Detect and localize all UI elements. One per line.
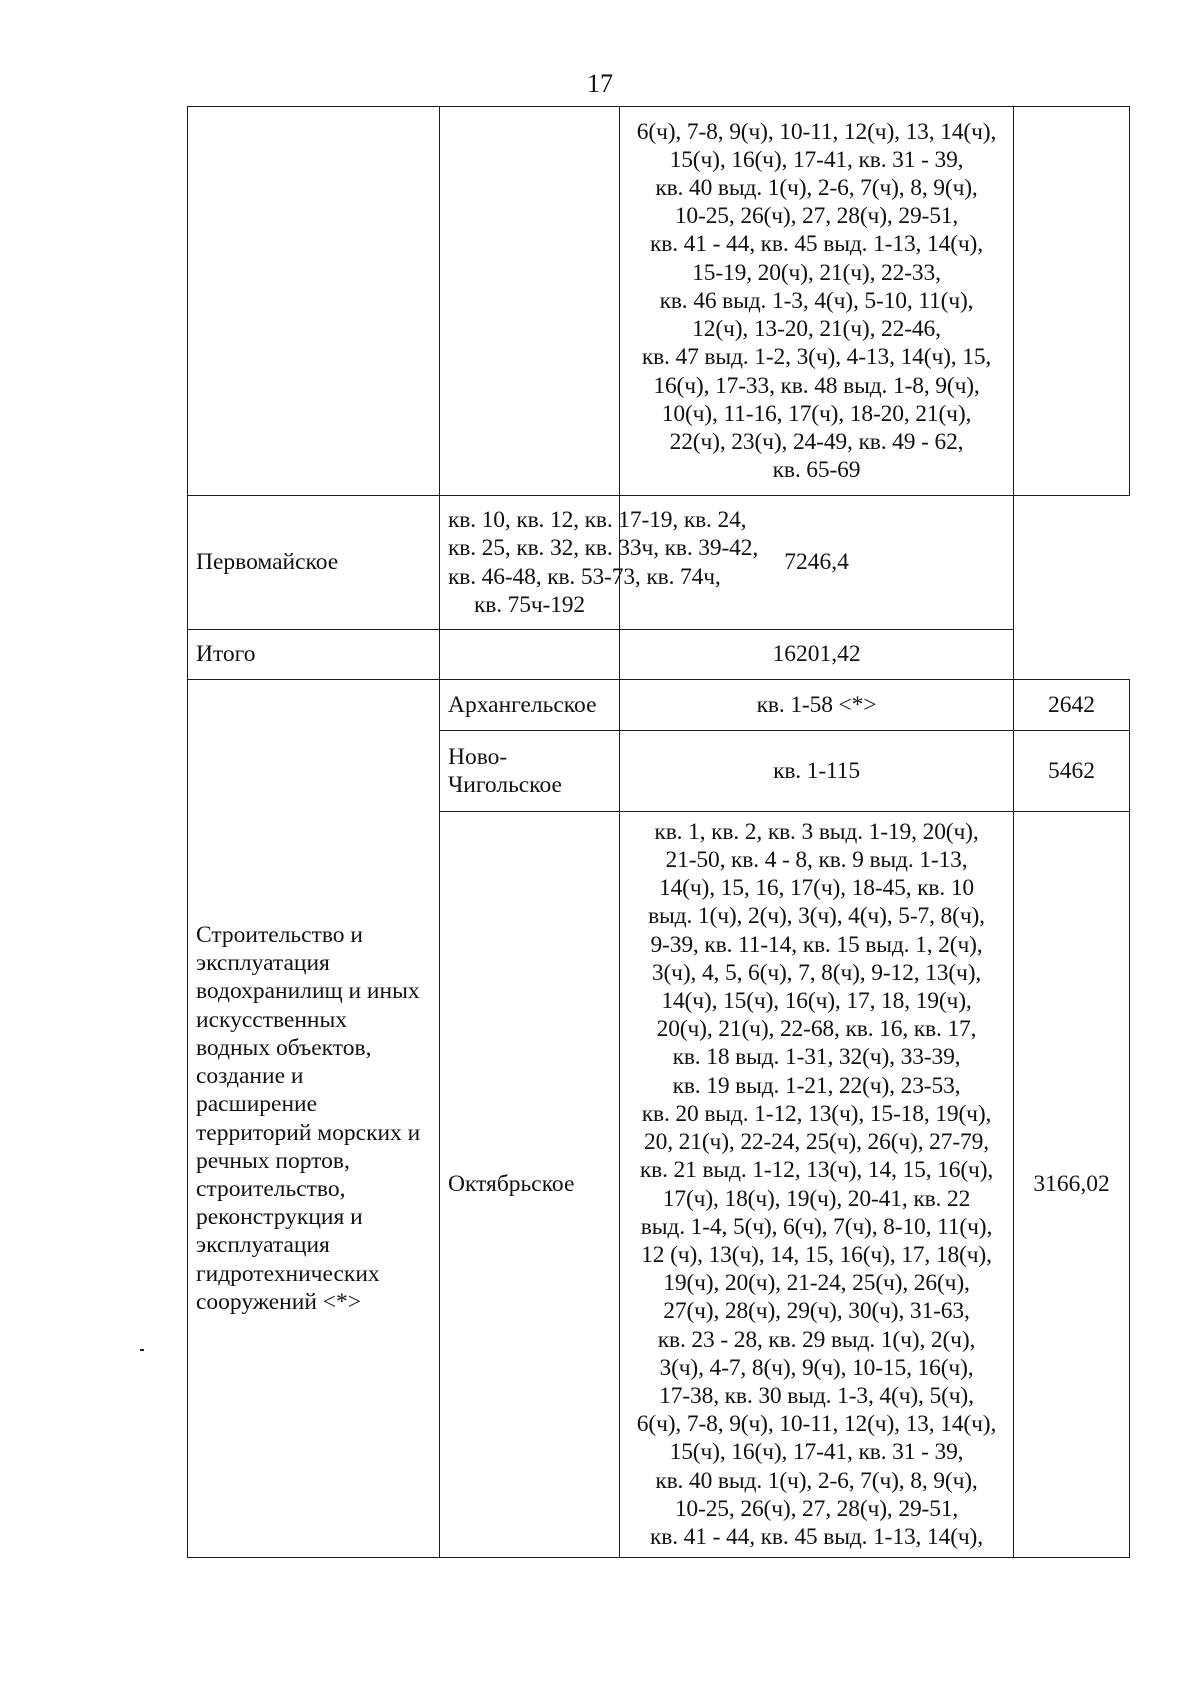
- text-line: гидротехнических: [196, 1260, 380, 1287]
- text-line: 22(ч), 23(ч), 24-49, кв. 49 - 62,: [669, 428, 964, 455]
- text-line: кв. 18 выд. 1-31, 32(ч), 33-39,: [672, 1044, 961, 1071]
- district-cell-arkhangelskoe: Архангельское: [440, 680, 620, 731]
- text-line: 10-25, 26(ч), 27, 28(ч), 29-51,: [674, 1495, 959, 1522]
- text-line: кв. 46-48, кв. 53-73, кв. 74ч,: [448, 563, 721, 590]
- text-line: 14(ч), 15, 16, 17(ч), 18-45, кв. 10: [658, 875, 975, 902]
- quarters-cell-pervomayskoe: [440, 496, 759, 630]
- text-line: 3(ч), 4-7, 8(ч), 9(ч), 10-15, 16(ч),: [659, 1354, 974, 1381]
- text-line: кв. 41 - 44, кв. 45 выд. 1-13, 14(ч),: [650, 1523, 983, 1550]
- text-line: 19(ч), 20(ч), 21-24, 25(ч), 26(ч),: [663, 1270, 970, 1297]
- table-row-pervomayskoe: [188, 496, 1130, 630]
- text-line: 14(ч), 15(ч), 16(ч), 17, 18, 19(ч),: [661, 988, 972, 1015]
- text-line: речных портов,: [196, 1147, 350, 1174]
- area-cell-empty: [1014, 107, 1130, 496]
- text-line: кв. 47 выд. 1-2, 3(ч), 4-13, 14(ч), 15,: [641, 344, 992, 371]
- text-line: 15(ч), 16(ч), 17-41, кв. 31 - 39,: [669, 146, 964, 173]
- forest-zones-table: [187, 106, 1130, 1558]
- text-line: 15(ч), 16(ч), 17-41, кв. 31 - 39,: [669, 1439, 964, 1466]
- text-line: расширение: [196, 1091, 318, 1118]
- text-line: кв. 41 - 44, кв. 45 выд. 1-13, 14(ч),: [650, 231, 983, 258]
- page-number: 17: [587, 69, 613, 98]
- text-line: кв. 40 выд. 1(ч), 2-6, 7(ч), 8, 9(ч),: [655, 175, 978, 202]
- district-cell-pervomayskoe: Первомайское: [188, 496, 440, 630]
- text-line: эксплуатация: [196, 1232, 330, 1259]
- text-line: территорий морских и: [196, 1119, 421, 1146]
- text-line: 20(ч), 21(ч), 22-68, кв. 16, кв. 17,: [656, 1016, 977, 1043]
- district-cell-oktyabrskoe: Октябрьское: [440, 812, 620, 1558]
- text-line: кв. 21 выд. 1-12, 13(ч), 14, 15, 16(ч),: [639, 1157, 994, 1184]
- text-line: реконструкция и: [196, 1204, 363, 1231]
- text-line: Строительство и: [196, 922, 363, 949]
- text-line: водных объектов,: [196, 1034, 372, 1061]
- zone-cell-empty: [188, 107, 440, 496]
- text-line: кв. 1, кв. 2, кв. 3 выд. 1-19, 20(ч),: [654, 818, 979, 845]
- text-line: кв. 46 выд. 1-3, 4(ч), 5-10, 11(ч),: [659, 287, 974, 314]
- text-line: 27(ч), 28(ч), 29(ч), 30(ч), 31-63,: [663, 1298, 970, 1325]
- scan-speck: [140, 1349, 144, 1351]
- area-cell-pervomayskoe: 7246,4: [620, 496, 1014, 630]
- text-line: выд. 1(ч), 2(ч), 3(ч), 4(ч), 5-7, 8(ч),: [648, 903, 985, 930]
- text-line: кв. 20 выд. 1-12, 13(ч), 15-18, 19(ч),: [641, 1100, 992, 1127]
- text-line: выд. 1-4, 5(ч), 6(ч), 7(ч), 8-10, 11(ч),: [640, 1213, 993, 1240]
- table-row-arkhangelskoe: [188, 680, 1130, 731]
- text-line: сооружений <*>: [196, 1288, 362, 1315]
- text-line: создание и: [196, 1063, 304, 1090]
- text-line: 21-50, кв. 4 - 8, кв. 9 выд. 1-13,: [665, 847, 968, 874]
- text-line: эксплуатация: [196, 950, 330, 977]
- text-line: кв. 65-69: [772, 457, 861, 484]
- text-line: 16(ч), 17-33, кв. 48 выд. 1-8, 9(ч),: [653, 372, 980, 399]
- district-cell-novo-chigolskoe: [440, 731, 620, 812]
- text-line: кв. 10, кв. 12, кв. 17-19, кв. 24,: [448, 507, 747, 534]
- table-row-continuation: [188, 107, 1130, 496]
- text-line: 6(ч), 7-8, 9(ч), 10-11, 12(ч), 13, 14(ч),: [636, 1411, 997, 1438]
- text-line: 9-39, кв. 11-14, кв. 15 выд. 1, 2(ч),: [650, 931, 983, 958]
- text-line: строительство,: [196, 1175, 346, 1202]
- text-line: кв. 25, кв. 32, кв. 33ч, кв. 39-42,: [448, 535, 759, 562]
- quarters-cell-arkhangelskoe: кв. 1-58 <*>: [620, 680, 1014, 731]
- text-line: 17-38, кв. 30 выд. 1-3, 4(ч), 5(ч),: [659, 1382, 974, 1409]
- text-line: 6(ч), 7-8, 9(ч), 10-11, 12(ч), 13, 14(ч),: [636, 118, 997, 145]
- text-line: Ново-: [448, 743, 508, 770]
- table-row-itogo: [188, 630, 1130, 680]
- quarters-cell-novo-chigolskoe: кв. 1-115: [620, 731, 1014, 812]
- text-line: 12(ч), 13-20, 21(ч), 22-46,: [692, 316, 941, 343]
- itogo-label: Итого: [188, 630, 440, 680]
- area-cell-itogo: 16201,42: [620, 630, 1014, 680]
- text-line: кв. 23 - 28, кв. 29 выд. 1(ч), 2(ч),: [657, 1326, 976, 1353]
- text-line: 20, 21(ч), 22-24, 25(ч), 26(ч), 27-79,: [644, 1129, 989, 1156]
- text-line: 10(ч), 11-16, 17(ч), 18-20, 21(ч),: [661, 400, 972, 427]
- quarters-cell-itogo: [440, 630, 620, 680]
- text-line: кв. 75ч-192: [473, 591, 585, 618]
- text-line: 17(ч), 18(ч), 19(ч), 20-41, кв. 22: [662, 1185, 971, 1212]
- area-cell-arkhangelskoe: 2642: [1014, 680, 1130, 731]
- text-line: Чигольское: [448, 772, 562, 798]
- text-line: 3(ч), 4, 5, 6(ч), 7, 8(ч), 9-12, 13(ч),: [651, 959, 982, 986]
- text-line: водохранилищ и иных: [196, 978, 420, 1005]
- text-line: искусственных: [196, 1006, 348, 1033]
- area-cell-novo-chigolskoe: 5462: [1014, 731, 1130, 812]
- quarters-cell-oktyabrskoe: [620, 812, 1014, 1558]
- zone-cell-construction: [188, 680, 440, 1558]
- text-line: 10-25, 26(ч), 27, 28(ч), 29-51,: [674, 203, 959, 230]
- district-cell-empty: [440, 107, 620, 496]
- text-line: кв. 19 выд. 1-21, 22(ч), 23-53,: [672, 1072, 961, 1099]
- text-line: 15-19, 20(ч), 21(ч), 22-33,: [692, 259, 941, 286]
- quarters-cell-continuation: [620, 107, 1014, 496]
- area-cell-oktyabrskoe: 3166,02: [1014, 812, 1130, 1558]
- text-line: 12 (ч), 13(ч), 14, 15, 16(ч), 17, 18(ч),: [641, 1241, 992, 1268]
- text-line: кв. 40 выд. 1(ч), 2-6, 7(ч), 8, 9(ч),: [655, 1467, 978, 1494]
